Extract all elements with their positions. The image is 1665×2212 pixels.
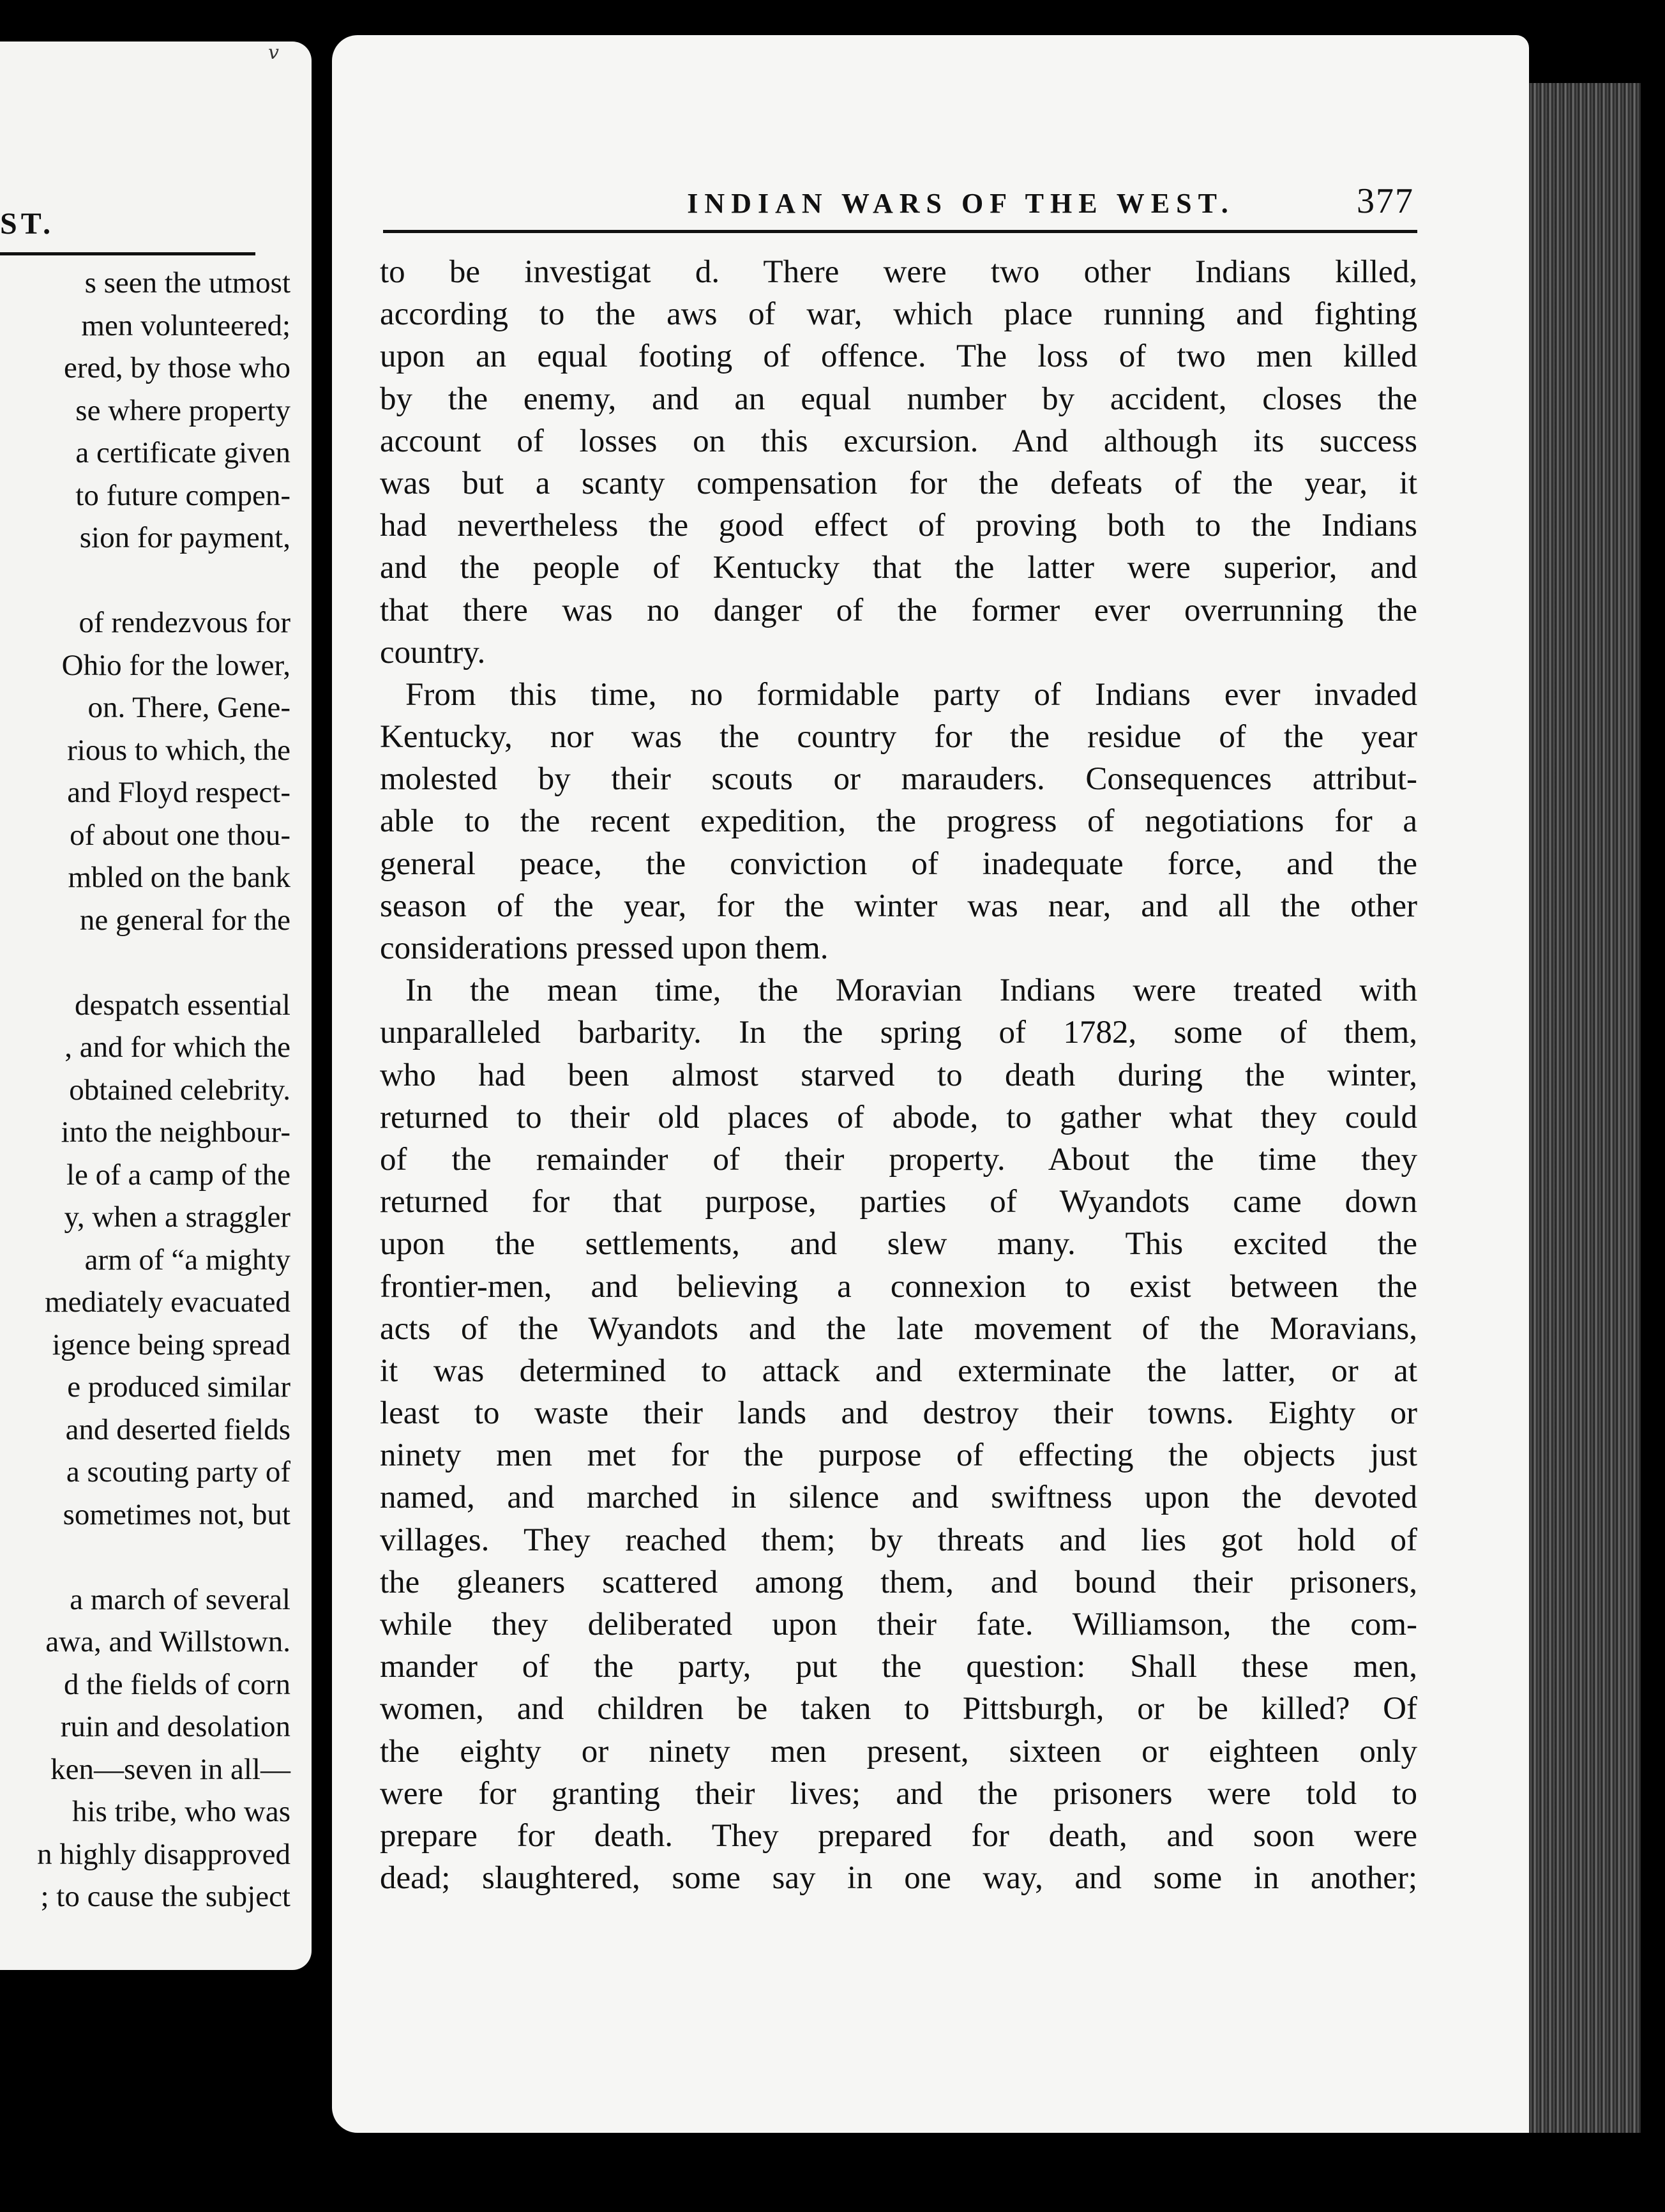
text-line: unparalleled barbarity. In the spring of 1782, some of them, [380,1015,1417,1051]
left-text-line: on. There, Gene- [87,691,290,724]
text-line: of the remainder of their property. About the time they [380,1141,1417,1178]
text-line: general peace, the conviction of inadequate force, and the [380,845,1417,882]
left-text-line: mbled on the bank [68,861,290,894]
left-text-line: n highly disapproved [37,1837,290,1871]
text-line: mander of the party, put the question: Shall these men, [380,1649,1417,1685]
text-line: least to waste their lands and destroy their towns. Eighty or [380,1395,1417,1432]
text-line: country. [380,634,486,670]
left-text-line: arm of “a mighty [84,1243,290,1276]
text-line: ninety men met for the purpose of effecting the objects just [380,1437,1417,1474]
left-text-line: of rendezvous for [79,606,290,639]
text-line: returned to their old places of abode, to gather what they could [380,1099,1417,1135]
text-line: upon the settlements, and slew many. This excited the [380,1226,1417,1262]
text-line: that there was no danger of the former ever overrunning the [380,592,1417,628]
left-page-text [0,262,290,1918]
left-text-line: despatch essential [74,988,290,1022]
text-line: prepare for death. They prepared for death, and soon were [380,1817,1417,1854]
text-line: were for granting their lives; and the prisoners were told to [380,1775,1417,1812]
text-line: villages. They reached them; by threats and lies got hold of [380,1522,1417,1558]
left-text-line: ruin and desolation [60,1710,290,1743]
text-line: it was determined to attack and exterminate the latter, or at [380,1352,1417,1389]
left-text-line: , and for which the [64,1031,290,1064]
text-line: molested by their scouts or marauders. Consequences attribut- [380,761,1417,798]
text-line: by the enemy, and an equal number by accident, closes the [380,381,1417,417]
left-text-line: d the fields of corn [63,1667,290,1701]
header-rule [383,230,1417,233]
left-text-line: ne general for the [79,903,290,937]
left-text-line: sometimes not, but [63,1497,290,1531]
left-text-line: awa, and Willstown. [45,1625,290,1658]
text-line: to be investigat d. There were two other Indians killed, [380,254,1417,290]
right-page [332,35,1529,2133]
left-text-line: ; to cause the subject [40,1880,290,1913]
left-text-line: e produced similar [67,1370,290,1404]
text-line: returned for that purpose, parties of Wyandots came down [380,1184,1417,1220]
text-line: dead; slaughtered, some say in one way, and some in another; [380,1860,1417,1897]
left-running-head-fragment: ST. [0,207,55,241]
left-text-line: men volunteered; [81,308,290,342]
left-text-line: rious to which, the [67,733,290,767]
text-line: account of losses on this excursion. And although its success [380,423,1417,459]
text-line: Kentucky, nor was the country for the residue of the year [380,719,1417,755]
text-line: able to the recent expedition, the progress of negotiations for a [380,803,1417,840]
left-text-line: obtained celebrity. [69,1073,290,1107]
text-line: had nevertheless the good effect of proving both to the Indians [380,508,1417,544]
page-edges [1529,83,1641,2133]
left-text-line [0,1536,290,1579]
left-corner-mark: v [268,42,279,64]
left-text-line: and Floyd respect- [67,776,290,809]
left-text-line: a scouting party of [66,1455,290,1489]
text-line: was but a scanty compensation for the defeats of the year, it [380,465,1417,501]
left-text-line: to future compen- [75,478,290,512]
text-line: who had been almost starved to death during the winter, [380,1057,1417,1093]
left-header-rule [0,252,255,255]
text-line: women, and children be taken to Pittsburgh, or be killed? Of [380,1691,1417,1727]
left-page [0,42,312,1970]
text-line: named, and marched in silence and swiftness upon the devoted [380,1480,1417,1516]
text-line: In the mean time, the Moravian Indians were treated with [405,973,1417,1009]
text-line: the eighty or ninety men present, sixteen or eighteen only [380,1733,1417,1769]
left-text-line: mediately evacuated [45,1285,290,1319]
text-line: season of the year, for the winter was near, and all the other [380,888,1417,924]
left-text-line: and deserted fields [65,1413,290,1446]
left-text-line: igence being spread [52,1328,290,1361]
left-text-line: his tribe, who was [72,1795,290,1828]
left-text-line [0,559,290,602]
left-text-line: sion for payment, [79,521,290,554]
left-text-line: a certificate given [75,436,290,469]
left-text-line: into the neighbour- [61,1116,290,1149]
text-line: frontier-men, and believing a connexion to exist between the [380,1268,1417,1305]
text-line: upon an equal footing of offence. The loss of two men killed [380,338,1417,375]
left-text-line: ken—seven in all— [50,1752,290,1786]
left-text-line: a march of several [70,1582,290,1616]
text-line: From this time, no formidable party of Indians ever invaded [405,676,1417,713]
text-line: according to the aws of war, which place running and fighting [380,296,1417,333]
left-text-line: ered, by those who [63,351,290,384]
left-text-line: s seen the utmost [84,266,290,299]
text-line: and the people of Kentucky that the latter were superior, and [380,550,1417,586]
text-line: considerations pressed upon them. [380,930,829,966]
left-text-line: le of a camp of the [66,1158,290,1192]
left-text-line: y, when a straggler [64,1201,290,1234]
left-text-line [0,941,290,984]
gutter-shadow [312,26,332,2005]
running-head: INDIAN WARS OF THE WEST. [687,188,1235,219]
page-number: 377 [1357,181,1414,221]
left-text-line: Ohio for the lower, [61,648,290,682]
text-line: the gleaners scattered among them, and bound their prisoners, [380,1564,1417,1600]
body-text [380,251,1417,1899]
left-text-line: se where property [75,393,290,427]
text-line: while they deliberated upon their fate. Williamson, the com- [380,1607,1417,1642]
left-text-line: of about one thou- [70,818,290,852]
text-line: acts of the Wyandots and the late movement of the Moravians, [380,1310,1417,1347]
